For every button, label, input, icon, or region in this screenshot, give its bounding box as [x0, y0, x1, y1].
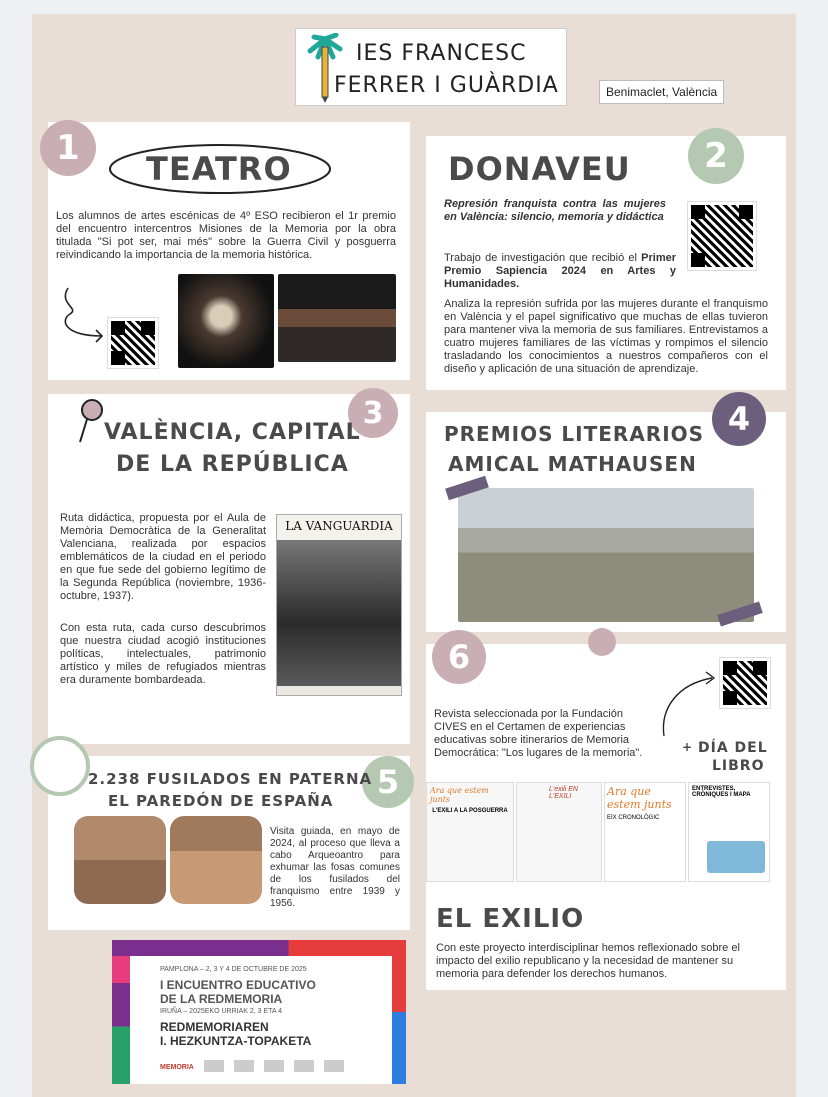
magazine-page-4: [688, 782, 770, 882]
donaveu-subtitle: Represión franquista contra las mujeres en València: silencio, memoria y didáctica: [444, 198, 666, 223]
section-number-5: 5: [362, 756, 414, 808]
valencia-title-line2: DE LA REPÚBLICA: [116, 452, 349, 477]
magazine-3-subtitle: EIX CRONOLÒGIC: [607, 815, 660, 821]
magazine-page-2: [516, 782, 602, 882]
encuentro-title-line1: I ENCUENTRO EDUCATIVO: [160, 978, 316, 992]
premios-card: [426, 400, 786, 632]
poster-stripe-right: [392, 940, 406, 1084]
newspaper-clipping: [276, 514, 402, 696]
memoria-logo: MEMORIA: [160, 1064, 194, 1071]
poster-stripe-left: [112, 940, 130, 1084]
encuentro-poster: [112, 940, 406, 1084]
speech-bubble-decoration: [30, 736, 90, 796]
donaveu-card: [426, 136, 786, 390]
teatro-qr-code[interactable]: [108, 318, 158, 368]
magazine-1-subtitle: L'EXILI A LA POSGUERRA: [432, 808, 508, 814]
magazine-page-3: [604, 782, 686, 882]
paterna-photo-1: [74, 816, 166, 904]
exilio-text: Con este proyecto interdisciplinar hemos reflexionado sobre el impacto del exilio republicano y la necesidad de mantener su memoria para defender los derechos humanos.: [436, 942, 740, 980]
donaveu-qr-code[interactable]: [688, 202, 756, 270]
encuentro-title-line2: DE LA REDMEMORIA: [160, 992, 283, 1006]
teatro-text: Los alumnos de artes escénicas de 4º ESO recibieron el 1r premio del encuentro intercentros Misiones de la Memoria por la obra titulada "Si pot ser, mai més" sobre la Guerra Civil y posguerra reivindicando la importancia de la memoria histórica.: [56, 210, 396, 261]
plus-sign: +: [682, 740, 694, 754]
section-number-4: 4: [712, 392, 766, 446]
valencia-text-2: Con esta ruta, cada curso descubrimos que nuestra ciudad acogió instituciones políticas, intelectuales, patrimonio artístico y miles de refugiados mientras era duramente bombardeada.: [60, 622, 266, 686]
paterna-title-line1: 2.238 FUSILADOS EN PATERNA: [88, 770, 373, 788]
donaveu-text-1: [444, 252, 676, 291]
encuentro-basque-date: IRUÑA – 2025EKO URRIAK 2, 3 ETA 4: [160, 1008, 283, 1015]
teatro-photo-1: [178, 274, 274, 368]
magazine-2-title: L'exili EN L'EXILI: [549, 786, 578, 800]
section-number-2: 2: [688, 128, 744, 184]
world-map: [707, 841, 765, 873]
teatro-title: TEATRO: [146, 150, 292, 188]
revista-qr-code[interactable]: [720, 658, 770, 708]
school-name-line2: FERRER I GUÀRDIA: [334, 73, 559, 98]
magazine-page-1: [426, 782, 514, 882]
section-number-6: 6: [432, 630, 486, 684]
revista-text: Revista seleccionada por la Fundación CIVES en el Certamen de experiencias educativas sobre itinerarios de Memoria Democrática: "Los lugares de la memoria".: [434, 708, 643, 759]
teatro-card: [48, 122, 410, 380]
school-logo: [295, 28, 567, 106]
section-number-3: 3: [348, 388, 398, 438]
paterna-title-line2: EL PAREDÓN DE ESPAÑA: [108, 792, 334, 810]
valencia-title-line1: VALÈNCIA, CAPITAL: [104, 420, 361, 445]
encuentro-basque-line1: REDMEMORIAREN: [160, 1020, 269, 1034]
poster-stripe-top: [112, 940, 406, 956]
pushpin-dot: [588, 628, 616, 656]
donaveu-text-1-prefix: Trabajo de investigación que recibió el: [444, 252, 642, 264]
paterna-card: [48, 756, 410, 930]
donaveu-text-2: Analiza la represión sufrida por las mujeres durante el franquismo en València y el papel significativo que muchas de ellas tuvieron para mantener viva la memoria de sus familiares. Entrevistamos a cuatro mujeres familiares de las víctimas y rompimos el silencio trasladando los conocimientos a nuestros compañeros con el diseño y aplicación de una situación de aprendizaje.: [444, 298, 768, 375]
exilio-title: EL EXILIO: [436, 904, 585, 934]
magazine-1-title: Ara que estem junts: [430, 786, 489, 804]
school-name-line1: IES FRANCESC: [356, 41, 527, 66]
donaveu-text-1-bold: Primer Premio Sapiencia 2024 en Artes y Humanidades.: [444, 252, 676, 290]
valencia-text-1: Ruta didáctica, propuesta por el Aula de Memòria Democràtica de la Generalitat Valenciana, realizada por espacios emblemáticos de la ciudad en el periodo en que fue sede del gobierno legítimo de la Segunda República (noviembre, 1936-octubre, 1937).: [60, 512, 266, 602]
valencia-card: [48, 394, 410, 744]
donaveu-title: DONAVEU: [448, 150, 631, 188]
encuentro-basque-line2: I. HEZKUNTZA-TOPAKETA: [160, 1034, 312, 1048]
premios-title-line2: AMICAL MATHAUSEN: [448, 452, 697, 476]
section-number-1: 1: [40, 120, 96, 176]
encuentro-date: PAMPLONA – 2, 3 Y 4 DE OCTUBRE DE 2025: [160, 966, 307, 973]
revista-card: [426, 638, 786, 904]
magazine-4-title: ENTREVISTES, CRÒNIQUES I MAPA: [692, 786, 751, 798]
paterna-text: Visita guiada, en mayo de 2024, al proceso que lleva a cabo Arqueoantro para exhumar las fosas comunes de los fusilados del franquismo entre 1939 y 1956.: [270, 826, 400, 909]
magazine-3-title: Ara que estem junts: [607, 785, 672, 811]
teatro-photo-2: [278, 274, 396, 362]
curly-arrow-icon: [56, 284, 106, 344]
dia-del-libro-line1: DÍA DEL: [698, 740, 768, 756]
exilio-card: [426, 894, 786, 990]
location-label: Benimaclet, València: [599, 80, 724, 104]
paterna-photo-2: [170, 816, 262, 904]
curved-arrow-icon: [658, 668, 720, 738]
premios-title-line1: PREMIOS LITERARIOS: [444, 422, 705, 446]
dia-del-libro-line2: LIBRO: [712, 758, 765, 774]
newspaper-masthead: LA VANGUARDIA: [285, 519, 393, 533]
partner-logos: [204, 1060, 354, 1072]
premios-photo: [458, 488, 754, 622]
poster: [32, 14, 796, 1097]
